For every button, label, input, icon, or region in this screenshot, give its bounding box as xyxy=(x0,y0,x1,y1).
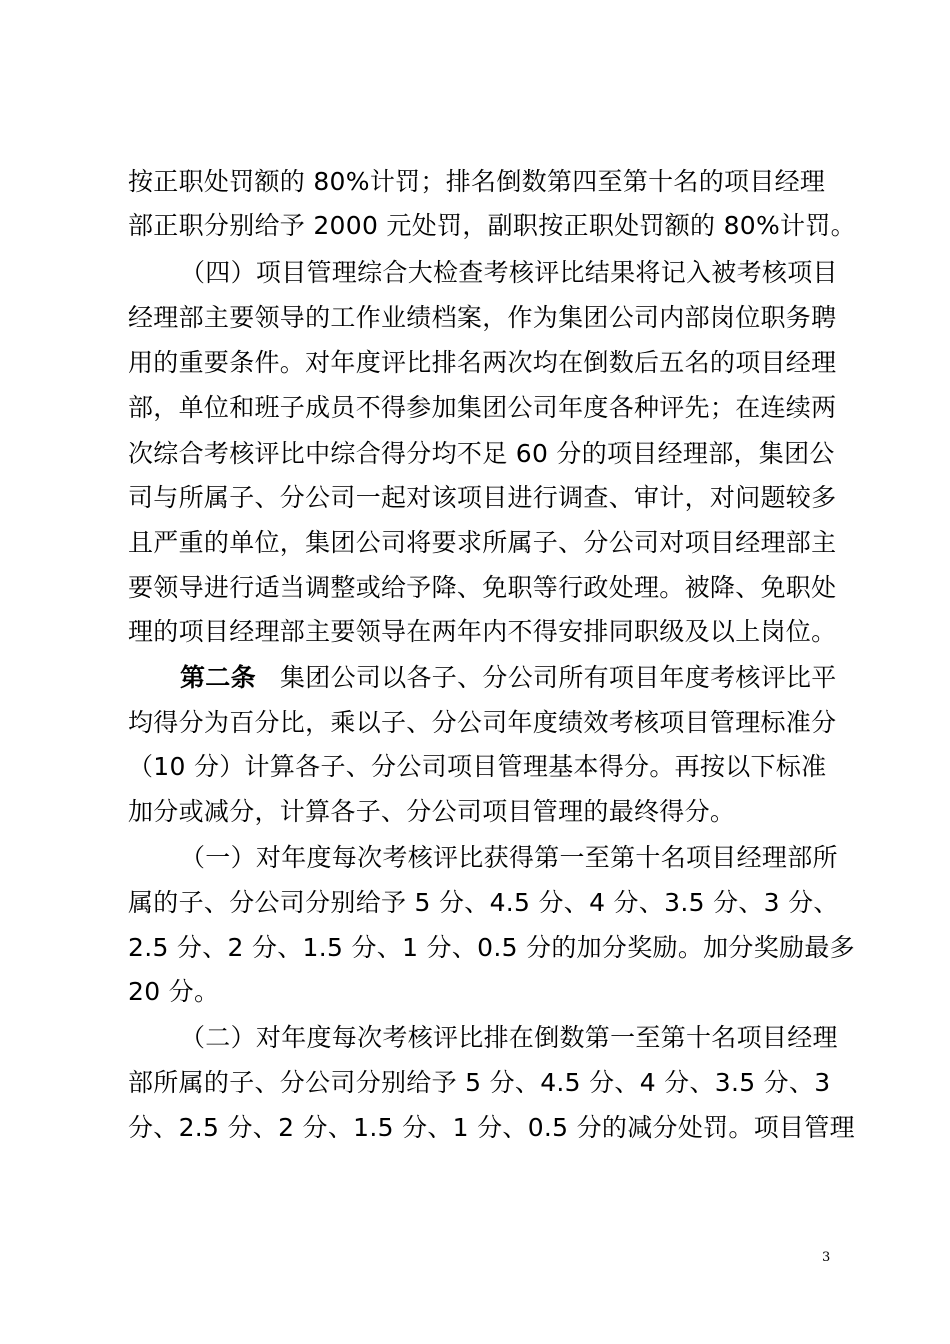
article-heading: 第二条 xyxy=(180,663,256,692)
text-line: 要领导进行适当调整或给予降、免职等行政处理。被降、免职处 xyxy=(128,573,837,602)
page-number: 3 xyxy=(822,1250,831,1265)
text-line: 用的重要条件。对年度评比排名两次均在倒数后五名的项目经理 xyxy=(128,348,837,377)
text-line: 20 分。 xyxy=(128,977,220,1006)
text-line: 均得分为百分比，乘以子、分公司年度绩效考核项目管理标准分 xyxy=(128,708,837,737)
text-line: 经理部主要领导的工作业绩档案，作为集团公司内部岗位职务聘 xyxy=(128,303,837,332)
paragraph-start-line: （二）对年度每次考核评比排在倒数第一至第十名项目经理 xyxy=(180,1023,838,1052)
text-line: 按正职处罚额的 80%计罚；排名倒数第四至第十名的项目经理 xyxy=(128,167,826,196)
text-line: 加分或减分，计算各子、分公司项目管理的最终得分。 xyxy=(128,797,736,826)
text-line: 2.5 分、2 分、1.5 分、1 分、0.5 分的加分奖励。加分奖励最多 xyxy=(128,933,855,962)
text-line: 司与所属子、分公司一起对该项目进行调查、审计，对问题较多 xyxy=(128,483,837,512)
article-first-line: 集团公司以各子、分公司所有项目年度考核评比平 xyxy=(280,663,837,692)
text-line: 理的项目经理部主要领导在两年内不得安排同职级及以上岗位。 xyxy=(128,617,837,646)
paragraph-start-line: （一）对年度每次考核评比获得第一至第十名项目经理部所 xyxy=(180,843,838,872)
paragraph-start-line: （四）项目管理综合大检查考核评比结果将记入被考核项目 xyxy=(180,258,838,287)
text-line: 属的子、分公司分别给予 5 分、4.5 分、4 分、3.5 分、3 分、 xyxy=(128,888,839,917)
text-line: 且严重的单位，集团公司将要求所属子、分公司对项目经理部主 xyxy=(128,528,837,557)
text-line: 部所属的子、分公司分别给予 5 分、4.5 分、4 分、3.5 分、3 xyxy=(128,1068,831,1097)
text-line: 分、2.5 分、2 分、1.5 分、1 分、0.5 分的减分处罚。项目管理 xyxy=(128,1113,855,1142)
text-line: 次综合考核评比中综合得分均不足 60 分的项目经理部，集团公 xyxy=(128,439,835,468)
text-line: 部，单位和班子成员不得参加集团公司年度各种评先；在连续两 xyxy=(128,393,837,422)
text-line: （10 分）计算各子、分公司项目管理基本得分。再按以下标准 xyxy=(128,752,827,781)
text-line: 部正职分别给予 2000 元处罚，副职按正职处罚额的 80%计罚。 xyxy=(128,211,856,240)
